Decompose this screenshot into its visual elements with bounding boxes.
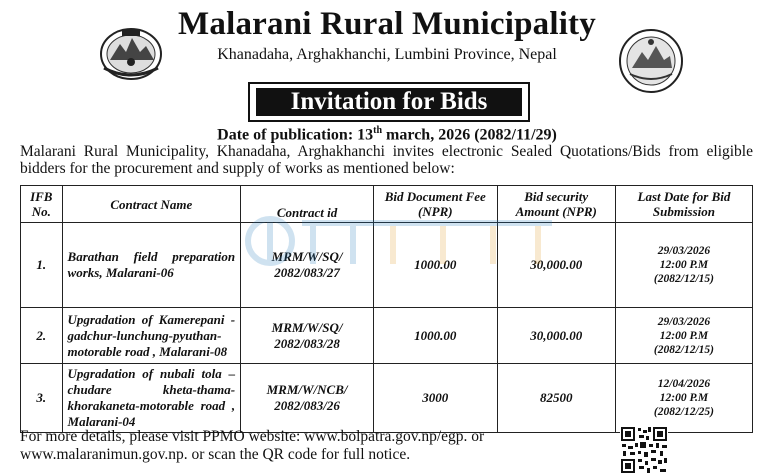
municipality-seal-icon — [618, 28, 684, 94]
bids-table — [20, 185, 753, 433]
row-bid-security: 30,000.00 — [497, 308, 615, 364]
publication-date-label: Date of publication: 13 — [217, 126, 374, 144]
row-contract-id: MRM/W/NCB/ 2082/083/26 — [241, 364, 374, 433]
publication-date — [0, 125, 774, 144]
row-time: 12:00 P.M — [659, 259, 709, 271]
header-contract-name: Contract Name — [62, 186, 241, 223]
footer-line-2: www.malaranimun.gov.np. or scan the QR code for full notice. — [20, 446, 411, 463]
row-contract-id: MRM/W/SQ/ 2082/083/27 — [241, 223, 374, 308]
row-date-ad: 29/03/2026 — [657, 245, 711, 257]
table-row — [21, 223, 753, 308]
row-last-date — [615, 308, 752, 364]
row-last-date — [615, 364, 752, 433]
row-date-bs: (2082/12/15) — [653, 273, 714, 285]
header-ifb-no: IFB No. — [21, 186, 63, 223]
publication-date-ordinal: th — [373, 125, 383, 136]
row-contract-id: MRM/W/SQ/ 2082/083/28 — [241, 308, 374, 364]
header-bid-fee: Bid Document Fee (NPR) — [374, 186, 498, 223]
row-contract-name: Upgradation of nubali tola – chudare kheta-thama- khorakaneta-motorable road , Malarani-04 — [62, 364, 241, 433]
row-date-bs: (2082/12/25) — [653, 406, 714, 418]
header-contract-id: Contract id — [241, 186, 374, 223]
row-date-ad: 29/03/2026 — [657, 315, 711, 328]
row-ifb-no: 1. — [21, 223, 63, 308]
qr-code-icon[interactable] — [620, 426, 668, 474]
municipality-name: Malarani Rural Municipality — [178, 6, 596, 42]
banner-title: Invitation for Bids — [256, 88, 522, 116]
table-row — [21, 308, 753, 364]
notice-header — [0, 0, 774, 80]
municipality-address: Khanadaha, Arghakhanchi, Lumbini Province, Nepal — [217, 46, 557, 63]
intro-paragraph: Malarani Rural Municipality, Khanadaha, Arghakhanchi invites electronic Sealed Quotations/Bids from eligible bidders for the procurement and supply of works as mentioned below: — [20, 143, 753, 177]
row-date-ad: 12/04/2026 — [657, 378, 711, 390]
invitation-banner — [248, 82, 530, 122]
row-bid-fee: 3000 — [374, 364, 498, 433]
row-bid-security: 82500 — [497, 364, 615, 433]
row-contract-name: Barathan field preparation works, Malarani-06 — [62, 223, 241, 308]
header-last-date: Last Date for Bid Submission — [615, 186, 752, 223]
row-bid-security: 30,000.00 — [497, 223, 615, 308]
row-ifb-no: 3. — [21, 364, 63, 433]
row-bid-fee: 1000.00 — [374, 308, 498, 364]
row-time: 12:00 P.M — [659, 329, 709, 342]
row-bid-fee: 1000.00 — [374, 223, 498, 308]
footer-line-1: For more details, please visit PPMO website: www.bolpatra.gov.np/egp. or — [20, 428, 485, 445]
row-last-date — [615, 223, 752, 308]
table-row — [21, 364, 753, 433]
table-header-row — [21, 186, 753, 223]
row-contract-name: Upgradation of Kamerepani - gadchur-lunchung-pyuthan- motorable road , Malarani-08 — [62, 308, 241, 364]
footer-notice — [20, 428, 610, 464]
row-date-bs: (2082/12/15) — [653, 343, 714, 356]
row-ifb-no: 2. — [21, 308, 63, 364]
header-bid-security: Bid security Amount (NPR) — [497, 186, 615, 223]
publication-date-rest: march, 2026 (2082/11/29) — [382, 126, 557, 144]
row-time: 12:00 P.M — [659, 392, 709, 404]
